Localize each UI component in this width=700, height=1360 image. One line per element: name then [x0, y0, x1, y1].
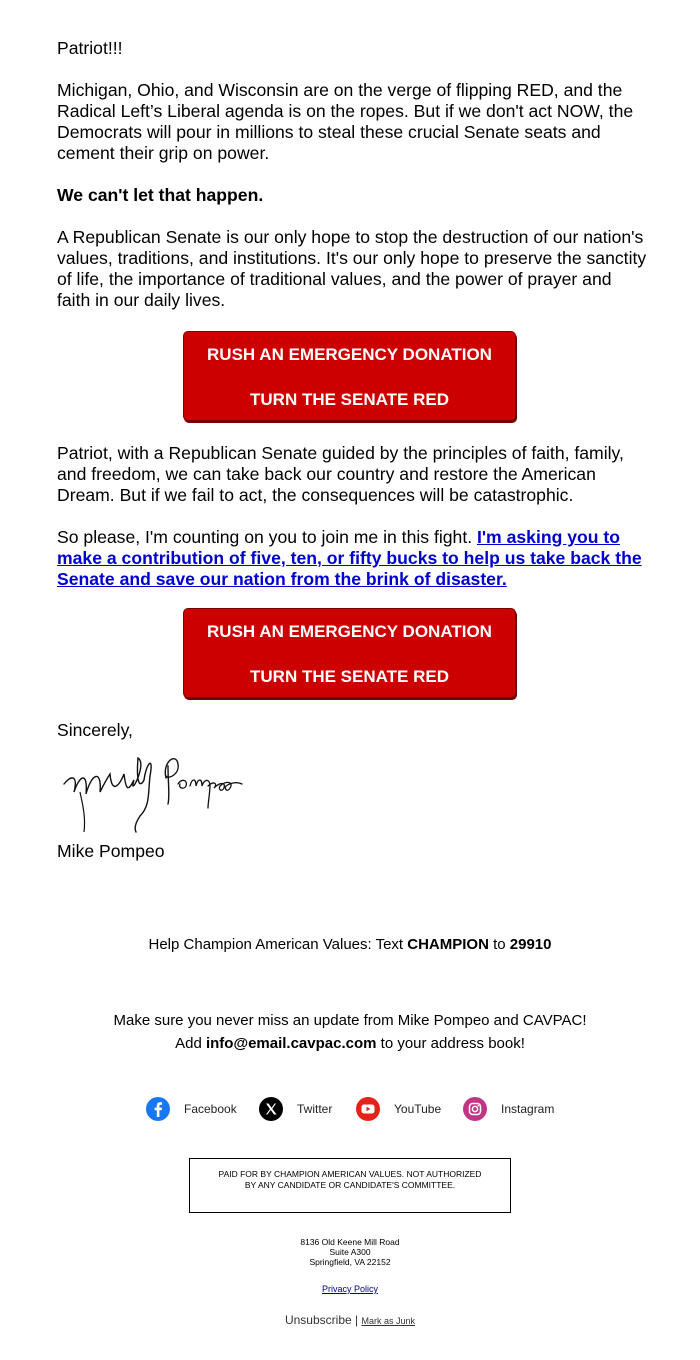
add-line	[0, 1032, 700, 1055]
email-address: info@email.cavpac.com	[205, 1035, 377, 1052]
unsubscribe-link[interactable]: Unsubscribe	[284, 1313, 352, 1327]
address-line-3: Springfield, VA 22152	[309, 1257, 391, 1267]
separator: |	[355, 1313, 359, 1327]
text-to: to	[488, 936, 510, 953]
mailing-address	[0, 1237, 700, 1267]
donate-button-2[interactable]	[183, 608, 516, 698]
paragraph-intro: Michigan, Ohio, and Wisconsin are on the verge of flipping RED, and the Radical Left’s Liberal agenda is on the ropes. But if we don't act NOW, the Democrats will pour in millions to steal these crucial Senate seats and cement their grip on power.	[57, 80, 634, 163]
text-number: 29910	[509, 936, 552, 953]
social-youtube[interactable]	[356, 1096, 441, 1122]
contribution-link[interactable]: I'm asking you to make a contribution of five, ten, or fifty bucks to help us take back the Senate and save our nation from the brink of disaster.	[57, 527, 642, 589]
unsubscribe-row	[0, 1313, 700, 1327]
youtube-label: YouTube	[394, 1102, 442, 1116]
donate-button-line2: TURN THE SENATE RED	[250, 667, 449, 686]
x-twitter-icon	[259, 1097, 283, 1121]
mark-as-junk-link[interactable]: Mark as Junk	[361, 1316, 416, 1326]
address-line-2: Suite A300	[329, 1247, 371, 1257]
letter-body-2	[57, 443, 647, 611]
text-keyword: CHAMPION	[407, 936, 489, 953]
privacy-row	[0, 1282, 700, 1295]
paragraph-emphasis: We can't let that happen.	[57, 185, 264, 205]
add-prefix: Add	[175, 1035, 206, 1052]
privacy-policy-link[interactable]: Privacy Policy	[321, 1284, 378, 1294]
text-to-join	[0, 936, 700, 953]
social-twitter[interactable]	[259, 1096, 332, 1122]
donate-button-line1: RUSH AN EMERGENCY DONATION	[207, 622, 492, 641]
greeting: Patriot!!!	[57, 38, 123, 58]
twitter-label: Twitter	[297, 1102, 333, 1116]
paid-for-disclaimer: PAID FOR BY CHAMPION AMERICAN VALUES. NOT AUTHORIZED BY ANY CANDIDATE OR CANDIDATE'S COMMITTEE.	[189, 1158, 511, 1213]
update-line: Make sure you never miss an update from Mike Pompeo and CAVPAC!	[113, 1012, 587, 1029]
instagram-icon	[463, 1097, 487, 1121]
signature-image	[58, 744, 248, 836]
ask-text: So please, I'm counting on you to join me in this fight.	[57, 527, 477, 547]
signer-name: Mike Pompeo	[57, 841, 165, 861]
closing: Sincerely,	[57, 720, 133, 740]
text-prefix: Help Champion American Values: Text	[148, 936, 408, 953]
add-suffix: to your address book!	[376, 1035, 525, 1052]
donate-button-line1: RUSH AN EMERGENCY DONATION	[207, 345, 492, 364]
letter-body	[57, 38, 647, 332]
donate-button-line2: TURN THE SENATE RED	[250, 390, 449, 409]
paragraph-ask	[57, 527, 647, 590]
facebook-icon	[146, 1097, 170, 1121]
paragraph-senate: A Republican Senate is our only hope to stop the destruction of our nation's values, traditions, and institutions. It's our only hope to preserve the sanctity of life, the importance of traditional values, and the power of prayer and faith in our daily lives.	[57, 227, 647, 310]
address-line-1: 8136 Old Keene Mill Road	[300, 1237, 400, 1247]
youtube-icon	[356, 1097, 380, 1121]
paragraph-freedom: Patriot, with a Republican Senate guided by the principles of faith, family, and freedom, we can take back our country and restore the American Dream. But if we fail to act, the consequences will be catastrophic.	[57, 443, 624, 505]
address-book-note	[0, 1009, 700, 1055]
instagram-label: Instagram	[501, 1102, 555, 1116]
social-facebook[interactable]	[146, 1096, 237, 1122]
social-instagram[interactable]	[463, 1096, 554, 1122]
facebook-label: Facebook	[184, 1102, 237, 1116]
donate-button-1[interactable]	[183, 331, 516, 421]
